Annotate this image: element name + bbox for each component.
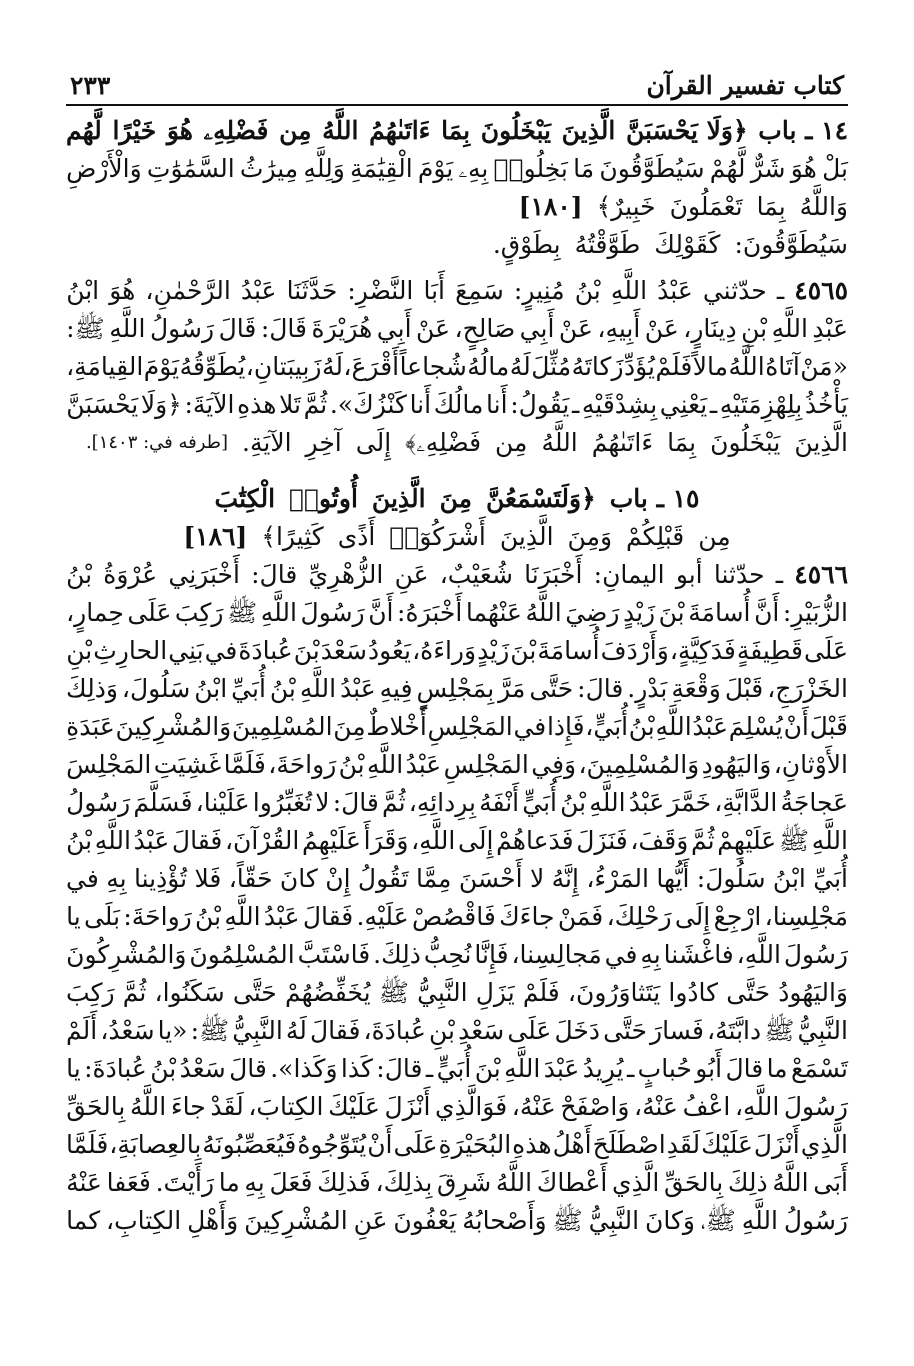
hadith-line: عَلَى قَطِيفَةٍ فَدَكِيَّةٍ، وَأَرْدَفَ أُسامَةَ بْنَ زَيْدٍ وَراءَهُ، يَعُودُ سَعْدَ بْنَ عُبادَةَ في بَنِي الحارِثِ بْنِ <box>66 636 848 665</box>
hadith-line: رَسُولَ اللَّهِ، فاغْشَنا بِهِ في مَجالِسِنا، فَإِنَّا نُحِبُّ ذلِكَ. فَاسْتَبَّ المُسْلِمُونَ وَالمُشْرِكُونَ <box>66 940 848 969</box>
hadith-line: تَسْمَعْ ما قالَ أَبُو حُبابٍ ـ يُرِيدُ عَبْدَ اللَّهِ بْنَ أُبَيٍّ ـ قالَ: كَذا وَكَذا». قالَ سَعْدُ بْنُ عُبادَةَ: يا <box>66 1054 848 1083</box>
chapter-heading-line: مِن قَبْلِكُمْ وَمِنَ الَّذِينَ أَشْرَكُوٓا۟ أَذًى كَثِيرًا﴾ [١٨٦] <box>66 518 848 556</box>
page-number: ٢٣٣ <box>70 71 111 100</box>
book-title: كتاب تفسير القرآن <box>646 71 844 100</box>
hadith-line: أَبَى اللَّهُ ذلِكَ بِالحَقِّ الَّذِي أَعْطاكَ اللَّهُ شَرِقَ بِذلِكَ، فَذلِكَ فَعَلَ بِهِ ما رَأَيْتَ. فَعَفا عَنْهُ <box>66 1168 848 1197</box>
hadith-line: «مَنْ آتَاهُ اللَّهُ مالاً فَلَمْ يُؤَدِّ زَكاتَهُ مُثِّلَ لَهُ مالُهُ شُجاعاً أَقْرَعَ، لَهُ زَبِيبَتانِ، يُطَوِّقُهُ يَوْمَ القِيامَةِ، <box>66 352 848 381</box>
cross-reference: [طرفه في: ١٤٠٣]. <box>85 432 229 453</box>
hadith-line: مَجْلِسِنا، ارْجِعْ إِلَى رَحْلِكَ، فَمَنْ جاءَكَ فَاقْصُصْ عَلَيْهِ. فَقالَ عَبْدُ اللَّهِ بْنُ رَواحَةَ: بَلَى يا <box>66 902 848 931</box>
hadith-line: الأَوْثانِ، وَاليَهُودِ وَالمُسْلِمِينَ، وَفِي المَجْلِسِ عَبْدُ اللَّهِ بْنُ رَواحَةَ، فَلَمَّا غَشِيَتِ المَجْلِسَ <box>66 750 848 779</box>
hadith-line: الَّذِي أَنْزَلَ عَلَيْكَ لَقَدِ اصْطَلَحَ أَهْلُ هذهِ البُحَيْرَةِ عَلَى أَنْ يُتَوِّجُوهُ فَيُعَصِّبُونَهُ بِالعِصابَةِ، فَلَمَّا <box>66 1130 848 1159</box>
page-body <box>66 112 848 1240</box>
hadith-4566 <box>66 556 848 1240</box>
hadith-line: الَّذِينَ يَبْخَلُونَ بِمَا ءَاتَىٰهُمُ اللَّهُ مِن فَضْلِهِۦ﴾ إِلَى آخِرِ الآيَةِ. [طرفه في: ١٤٠٣]. <box>66 424 848 462</box>
hadith-line: يَأْخُذُ بِلِهْزِمَتَيْهِ ـ يَعْنِي بِشِدْقَيْهِ ـ يَقُولُ: أَنا مالُكَ أَنا كَنْزُكَ». ثُمَّ تَلا هذهِ الآيَةَ: ﴿وَلَا يَحْسَبَنَّ <box>66 390 848 419</box>
hadith-line: عَبْدِ اللَّهِ بْنِ دِينَارٍ، عَنْ أَبِيهِ، عَنْ أَبِي صَالِحٍ، عَنْ أَبِي هُرَيْرَةَ قَالَ: قَالَ رَسُولُ اللَّهِ ﷺ: <box>66 314 848 343</box>
hadith-line: قَبْلَ أَنْ يُسْلِمَ عَبْدُ اللَّهِ بْنُ أُبَيٍّ، فَإِذا في المَجْلِسِ أَخْلاطٌ مِنَ المُسْلِمِينَ وَالمُشْرِكِينَ عَبَدَةِ <box>66 712 848 741</box>
chapter-heading-line: وَاللَّهُ بِمَا تَعْمَلُونَ خَبِيرٌ﴾ [١٨٠] <box>66 188 848 226</box>
header-rule <box>66 104 848 106</box>
hadith-line: رَسُولُ اللَّهِ ﷺ، وَكانَ النَّبِيُّ ﷺ وَأَصْحابُهُ يَعْفُونَ عَنِ المُشْرِكِينَ وَأَهْلِ الكِتابِ، كما <box>66 1206 848 1235</box>
hadith-line: النَّبِيُّ ﷺ دابَّتَهُ، فَسارَ حَتَّى دَخَلَ عَلَى سَعْدِ بْنِ عُبادَةَ، فَقالَ لَهُ النَّبِيُّ ﷺ: «يا سَعْدُ، أَلَمْ <box>66 1016 848 1045</box>
chapter-heading-line: ١٥ ـ باب ﴿وَلَتَسْمَعُنَّ مِنَ الَّذِينَ أُوتُوا۟ الْكِتَٰبَ <box>214 484 700 513</box>
verse-number: [١٨٦] <box>183 522 248 551</box>
hadith-line: الخَزْرَجِ، قَبْلَ وَقْعَةِ بَدْرٍ. قالَ: حَتَّى مَرَّ بِمَجْلِسٍ فِيهِ عَبْدُ اللَّهِ بْنُ أُبَيِّ ابْنُ سَلُولَ، وَذلِكَ <box>66 674 848 703</box>
chapter-14-heading <box>66 112 848 226</box>
hadith-line: أُبَيِّ ابْنُ سَلُولَ: أَيُّها المَرْءُ، إِنَّهُ لا أَحْسَنَ مِمَّا تَقُولُ إِنْ كانَ حَقّاً، فَلا تُؤْذِينا بِهِ في <box>66 864 848 893</box>
hadith-line: عَجاجَةُ الدَّابَّةِ، خَمَّرَ عَبْدُ اللَّهِ بْنُ أُبَيٍّ أَنْفَهُ بِرِدائِهِ، ثُمَّ قالَ: لا تُغَبِّرُوا عَلَيْنا، فَسَلَّمَ رَسُولُ <box>66 788 848 817</box>
hadith-line: وَاليَهُودُ حَتَّى كادُوا يَتَثاوَرُونَ، فَلَمْ يَزَلِ النَّبِيُّ ﷺ يُخَفِّضُهُمْ حَتَّى سَكَنُوا، ثُمَّ رَكِبَ <box>66 978 848 1007</box>
hadith-line: ٤٥٦٦ ـ حدّثنا أبو اليمانِ: أَخْبَرَنَا شُعَيْبٌ، عَنِ الزُّهْرِيِّ قالَ: أَخْبَرَنِي عُرْوَةُ بْنُ <box>66 560 848 589</box>
hadith-4565 <box>66 272 848 462</box>
hadith-line: اللَّهِ ﷺ عَلَيْهِمْ ثُمَّ وَقَفَ، فَنَزَلَ فَدَعاهُمْ إِلَى اللَّهِ، وَقَرَأَ عَلَيْهِمُ القُرْآنَ، فَقالَ عَبْدُ اللَّهِ بْنُ <box>66 826 848 855</box>
chapter-heading-line: بَلْ هُوَ شَرٌّ لَّهُمْ سَيُطَوَّقُونَ مَا بَخِلُوا۟ بِهِۦ يَوْمَ الْقِيَٰمَةِ وَلِلَّهِ مِيرَٰثُ السَّمَٰوَٰتِ وَالْأَرْضِ <box>66 154 848 183</box>
word-explanation: سَيُطَوَّقُونَ: كَقَوْلِكَ طَوَّقْتُهُ بِطَوْقٍ. <box>492 230 848 259</box>
hadith-line: رَسُولَ اللَّهِ، اعْفُ عَنْهُ، وَاصْفَحْ عَنْهُ، فَوَالَّذِي أَنْزَلَ عَلَيْكَ الكِتابَ، لَقَدْ جاءَ اللَّهُ بِالحَقِّ <box>66 1092 848 1121</box>
chapter-15-heading <box>66 480 848 556</box>
hadith-line: الزُّبَيْرِ: أَنَّ أُسامَةَ بْنَ زَيْدٍ رَضِيَ اللَّهُ عَنْهُما أَخْبَرَهُ: أَنَّ رَسُولَ اللَّهِ ﷺ رَكِبَ عَلَى حِمارٍ، <box>66 598 848 627</box>
running-header <box>70 56 844 100</box>
chapter-heading-line: ١٤ ـ باب ﴿وَلَا يَحْسَبَنَّ الَّذِينَ يَبْخَلُونَ بِمَا ءَاتَىٰهُمُ اللَّهُ مِن فَضْلِهِۦ هُوَ خَيْرًا لَّهُم <box>66 116 848 145</box>
verse-number: [١٨٠] <box>518 192 583 221</box>
hadith-line: ٤٥٦٥ ـ حدّثني عَبْدُ اللَّهِ بْنُ مُنِيرٍ: سَمِعَ أَبَا النَّضْرِ: حَدَّثَنَا عَبْدُ الرَّحْمٰنِ، هُوَ ابْنُ <box>66 276 848 305</box>
